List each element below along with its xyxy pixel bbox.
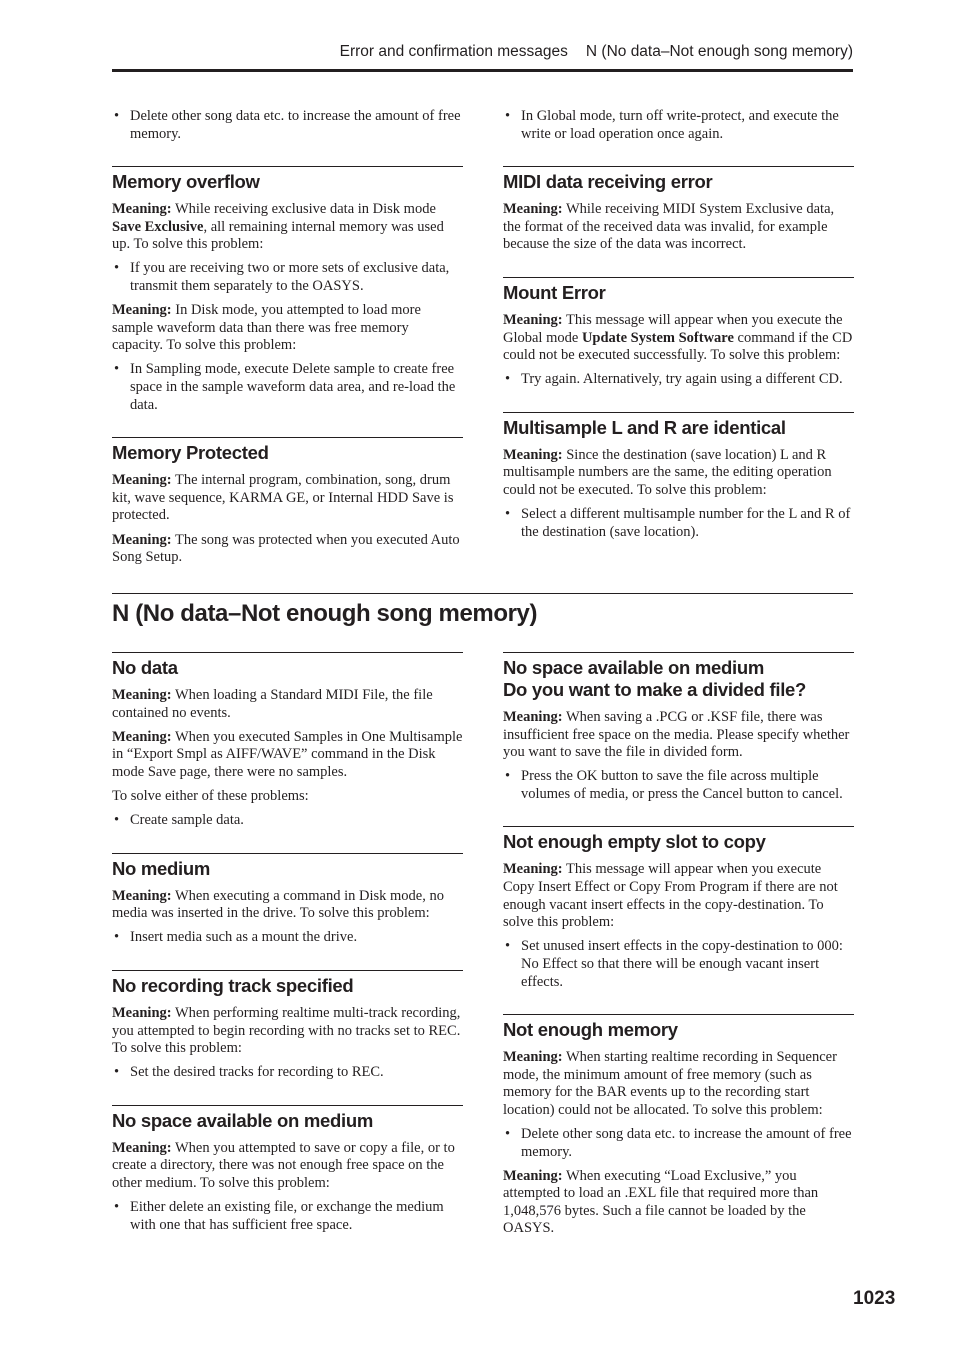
meaning-label: Meaning: <box>112 728 172 745</box>
meaning-label: Meaning: <box>112 302 172 319</box>
list-item: • Delete other song data etc. to increase the amount of free memory. <box>503 1126 854 1161</box>
text: When starting realtime recording in Sequencer mode, the minimum amount of free memory (such as memory for the BAR events up to the recording start location) could not be allocated. To solve this problem: <box>503 1049 837 1118</box>
paragraph <box>503 1049 854 1119</box>
meaning-label: Meaning: <box>112 687 172 703</box>
paragraph <box>112 888 463 923</box>
paragraph <box>503 447 854 500</box>
heading-no-data: No data <box>112 652 463 679</box>
running-header <box>112 40 853 72</box>
meaning-label: Meaning: <box>112 887 172 904</box>
header-chapter: Error and confirmation messages <box>339 43 568 60</box>
paragraph <box>503 201 854 254</box>
top-right-column <box>503 108 854 548</box>
text: When saving a .PCG or .KSF file, there was insufficient free space on the media. Please specify whether you want to save the file in divided form. <box>503 709 850 761</box>
text: When loading a Standard MIDI File, the file contained no events. <box>112 687 433 721</box>
command-name: Save Exclusive <box>112 218 204 235</box>
list-item: • Insert media such as a mount the drive. <box>112 929 463 947</box>
meaning-label: Meaning: <box>503 1167 563 1184</box>
paragraph <box>503 1168 854 1238</box>
text: While receiving exclusive data in Disk mode <box>171 201 436 218</box>
paragraph <box>112 201 463 254</box>
heading-midi-error: MIDI data receiving error <box>503 166 854 193</box>
paragraph <box>112 472 463 525</box>
page-number: 1023 <box>853 1288 896 1309</box>
section-title: N (No data–Not enough song memory) <box>112 593 853 628</box>
meaning-label: Meaning: <box>503 709 563 725</box>
meaning-label: Meaning: <box>503 446 563 463</box>
running-header-text <box>340 43 853 61</box>
text: When executing a command in Disk mode, no media was inserted in the drive. To solve this problem: <box>112 887 444 922</box>
meaning-label: Meaning: <box>503 861 563 878</box>
text: , all remaining internal memory was used up. To solve this problem: <box>112 218 444 253</box>
bottom-right-column <box>503 652 854 1245</box>
paragraph <box>112 532 463 567</box>
text: When executing “Load Exclusive,” you attempted to load an .EXL file that required more than 1,048,576 bytes. Such a file cannot be loaded by the OASYS. <box>503 1167 819 1237</box>
heading-no-recording-track: No recording track specified <box>112 970 463 997</box>
paragraph: To solve either of these problems: <box>112 787 309 804</box>
bottom-left-column <box>112 652 463 1241</box>
text: This message will appear when you execute the Global mode <box>503 311 843 346</box>
list-item: • Delete other song data etc. to increase the amount of free memory. <box>112 108 463 143</box>
text: When performing realtime multi-track recording, you attempted to begin recording with no tracks set to REC. To solve this problem: <box>112 1004 461 1057</box>
text: The internal program, combination, song, drum kit, wave sequence, KARMA GE, or Internal HDD Save is protected. <box>112 472 454 524</box>
paragraph <box>112 1140 463 1193</box>
paragraph <box>503 312 854 365</box>
paragraph <box>112 687 463 722</box>
text: The song was protected when you executed Auto Song Setup. <box>112 531 460 566</box>
text: When you attempted to save or copy a file, or to create a directory, there was not enough free space on the other medium. To solve this problem: <box>112 1139 455 1191</box>
meaning-label: Meaning: <box>112 201 172 218</box>
heading-memory-protected: Memory Protected <box>112 437 463 464</box>
list-item: • In Sampling mode, execute Delete sample to create free space in the sample waveform data area, and re-load the data. <box>112 361 463 414</box>
heading-not-enough-slot: Not enough empty slot to copy <box>503 826 854 853</box>
paragraph <box>112 1005 463 1058</box>
text: In Disk mode, you attempted to load more sample waveform data than there was free memory capacity. To solve this problem: <box>112 302 421 354</box>
list-item: • If you are receiving two or more sets of exclusive data, transmit them separately to the OASYS. <box>112 260 463 295</box>
heading-line: No space available on medium <box>503 657 764 678</box>
meaning-label: Meaning: <box>503 201 563 218</box>
meaning-label: Meaning: <box>503 311 563 328</box>
text: command if the CD could not be executed successfully. To solve this problem: <box>503 329 853 364</box>
text: While receiving MIDI System Exclusive data, the format of the received data was invalid, for example because the size of the data was incorrect. <box>503 201 835 253</box>
list-item: • Try again. Alternatively, try again using a different CD. <box>503 371 854 389</box>
meaning-label: Meaning: <box>112 1139 172 1156</box>
text: When you executed Samples in One Multisample in “Export Smpl as AIFF/WAVE” command in the Disk mode Save page, there were no samples. <box>112 728 463 780</box>
heading-no-space-divided <box>503 652 854 701</box>
list-item: • Press the OK button to save the file across multiple volumes of media, or press the Cancel button to cancel. <box>503 768 854 803</box>
list-item: • Set the desired tracks for recording to REC. <box>112 1064 463 1082</box>
paragraph <box>503 709 854 762</box>
text: This message will appear when you execute Copy Insert Effect or Copy From Program if there are not enough vacant insert effects in the copy-destination. To solve this problem: <box>503 861 838 931</box>
paragraph <box>503 861 854 931</box>
meaning-label: Meaning: <box>503 1049 563 1066</box>
list-item: • Set unused insert effects in the copy-destination to 000: No Effect so that there will be enough vacant insert effects. <box>503 938 854 991</box>
heading-line: Do you want to make a divided file? <box>503 679 807 700</box>
command-name: Update System Software <box>581 329 734 346</box>
heading-no-space: No space available on medium <box>112 1105 463 1132</box>
list-item: • Select a different multisample number for the L and R of the destination (save location). <box>503 506 854 541</box>
list-item: • Either delete an existing file, or exchange the medium with one that has sufficient free space. <box>112 1199 463 1234</box>
list-item: • In Global mode, turn off write-protect, and execute the write or load operation once again. <box>503 108 854 143</box>
header-section: N (No data–Not enough song memory) <box>585 43 853 60</box>
heading-no-medium: No medium <box>112 853 463 880</box>
meaning-label: Meaning: <box>112 531 172 548</box>
list-item: • Create sample data. <box>112 812 463 830</box>
heading-memory-overflow: Memory overflow <box>112 166 463 193</box>
paragraph <box>112 302 463 355</box>
meaning-label: Meaning: <box>112 472 172 489</box>
heading-not-enough-memory: Not enough memory <box>503 1014 854 1041</box>
heading-multisample: Multisample L and R are identical <box>503 412 854 439</box>
top-left-column <box>112 108 463 573</box>
meaning-label: Meaning: <box>112 1004 172 1021</box>
text: Since the destination (save location) L and R multisample numbers are the same, the editing operation could not be executed. To solve this problem: <box>503 446 832 499</box>
heading-mount-error: Mount Error <box>503 277 854 304</box>
paragraph <box>112 729 463 782</box>
